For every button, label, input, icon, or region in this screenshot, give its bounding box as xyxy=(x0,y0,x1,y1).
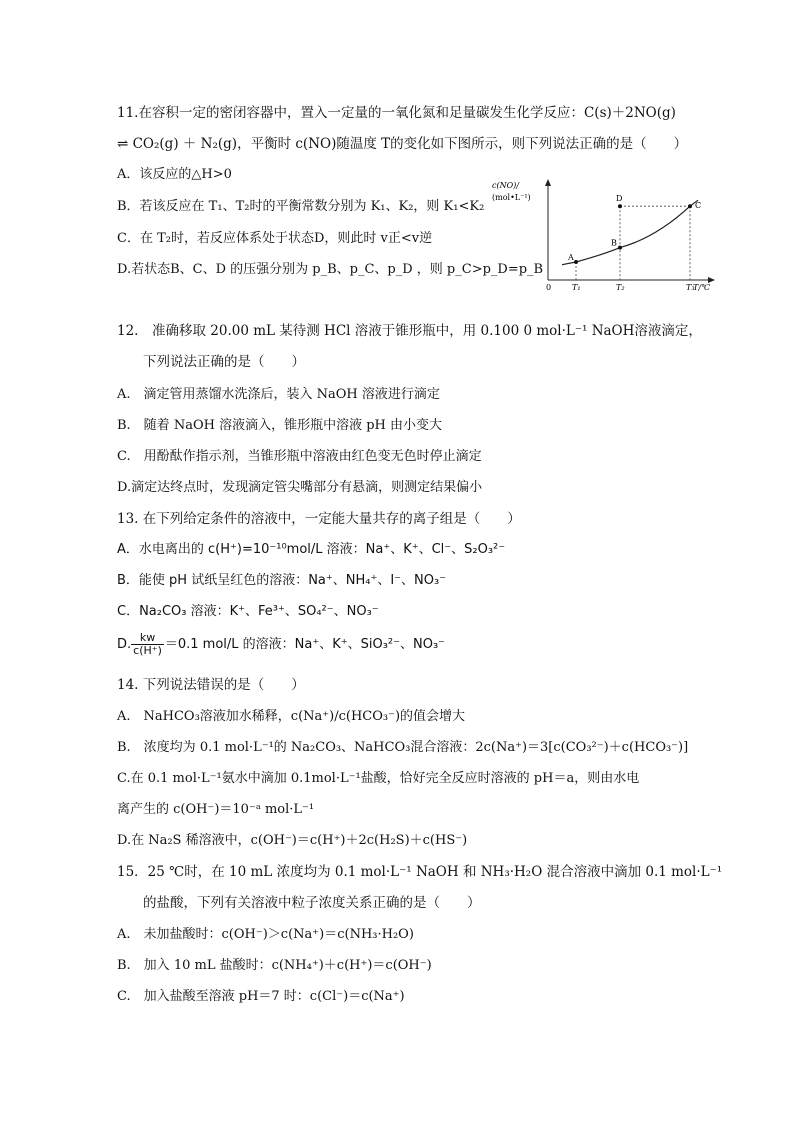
q14-option-a: A. NaHCO₃溶液加水稀释，c(Na⁺)/c(HCO₃⁻)的值会增大 xyxy=(117,709,466,724)
q13-option-a: A．水电离出的 c(H⁺)=10⁻¹⁰mol/L 溶液：Na⁺、K⁺、Cl⁻、S₂O₃²⁻ xyxy=(117,542,506,557)
q13-option-b: B．能使 pH 试纸呈红色的溶液：Na⁺、NH₄⁺、I⁻、NO₃⁻ xyxy=(117,573,447,588)
q14-option-b: B. 浓度均为 0.1 mol·L⁻¹的 Na₂CO₃、NaHCO₃混合溶液：2c(Na⁺)＝3[c(CO₃²⁻)＋c(HCO₃⁻)] xyxy=(117,740,689,755)
x-tick-label: T₁ xyxy=(572,283,581,292)
q13-option-d-rest: ＝0.1 mol/L 的溶液：Na⁺、K⁺、SiO₃²⁻、NO₃⁻ xyxy=(164,637,446,652)
fraction-numerator: kw xyxy=(131,632,164,645)
kw-fraction xyxy=(131,632,164,657)
q12-option-a: A. 滴定管用蒸馏水洗涤后，装入 NaOH 溶液进行滴定 xyxy=(117,387,440,402)
series-curve xyxy=(562,200,698,265)
x-tick-label: T₃ xyxy=(686,283,695,292)
q11-option-b: B．若该反应在 T₁、T₂时的平衡常数分别为 K₁、K₂，则 K₁<K₂ xyxy=(117,199,485,214)
q14-option-c-line2: 离产生的 c(OH⁻)＝10⁻ᵃ mol·L⁻¹ xyxy=(117,802,315,817)
q15-stem-line2: 的盐酸，下列有关溶液中粒子浓度关系正确的是（ ） xyxy=(143,895,481,911)
q11-option-a: A．该反应的△H>0 xyxy=(117,167,232,182)
q15-stem-line1: 15．25 ℃时，在 10 mL 浓度均为 0.1 mol·L⁻¹ NaOH 和 NH₃·H₂O 混合溶液中滴加 0.1 mol·L⁻¹ xyxy=(117,864,723,880)
q11-stem-line1: 11.在容积一定的密闭容器中，置入一定量的一氧化氮和足量碳发生化学反应：C(s)＋2NO(g) xyxy=(117,105,676,121)
q13-stem: 13. 在下列给定条件的溶液中，一定能大量共存的离子组是（ ） xyxy=(117,511,521,527)
y-axis-label xyxy=(492,181,531,202)
q11-stem-line2: ⇌ CO₂(g) ＋ N₂(g)，平衡时 c(NO)随温度 T的变化如下图所示，则下列说法正确的是（ ） xyxy=(117,136,688,152)
y-axis-arrow xyxy=(545,179,551,186)
q13-option-d-prefix: D. xyxy=(117,637,132,652)
q12-stem-line1: 12. 准确移取 20.00 mL 某待测 HCl 溶液于锥形瓶中，用 0.100 0 mol·L⁻¹ NaOH溶液滴定， xyxy=(117,323,702,339)
origin-label: 0 xyxy=(546,283,552,292)
q13-option-c: C．Na₂CO₃ 溶液：K⁺、Fe³⁺、SO₄²⁻、NO₃⁻ xyxy=(117,604,379,619)
data-points xyxy=(567,194,701,264)
q11-option-d: D.若状态B、C、D 的压强分别为 p_B、p_C、p_D ，则 p_C>p_D=p_B xyxy=(117,262,544,277)
point-label-b: B xyxy=(611,238,617,248)
x-axis-label: T/℃ xyxy=(693,283,710,292)
y-axis-label-line1: c(NO)/ xyxy=(492,181,519,190)
q14-stem: 14. 下列说法错误的是（ ） xyxy=(117,677,305,693)
q14-option-d: D.在 Na₂S 稀溶液中，c(OH⁻)＝c(H⁺)＋2c(H₂S)＋c(HS⁻) xyxy=(117,833,468,848)
data-point-c xyxy=(688,204,692,208)
point-label-a: A xyxy=(568,253,574,262)
q12-option-c: C. 用酚酞作指示剂，当锥形瓶中溶液由红色变无色时停止滴定 xyxy=(117,449,482,464)
x-tick-label: T₂ xyxy=(616,283,625,292)
q15-option-c: C. 加入盐酸至溶液 pH＝7 时：c(Cl⁻)＝c(Na⁺) xyxy=(117,989,405,1004)
q15-option-a: A. 未加盐酸时：c(OH⁻)＞c(Na⁺)＝c(NH₃·H₂O) xyxy=(117,927,414,942)
cno-temperature-chart xyxy=(488,176,720,294)
data-point-b xyxy=(618,246,622,250)
point-label-d: D xyxy=(616,194,623,204)
data-point-d xyxy=(618,204,622,208)
data-point-a xyxy=(574,260,578,264)
point-label-c: C xyxy=(695,201,702,211)
q11-option-c: C．在 T₂时，若反应体系处于状态D，则此时 v正<v逆 xyxy=(117,231,433,246)
x-tick-labels xyxy=(572,283,695,292)
q12-option-d: D.滴定达终点时，发现滴定管尖嘴部分有悬滴，则测定结果偏小 xyxy=(117,480,483,495)
q13-option-d xyxy=(117,632,445,657)
fraction-denominator: c(H⁺) xyxy=(133,644,162,657)
q12-stem-line2: 下列说法正确的是（ ） xyxy=(143,354,305,370)
y-axis-label-line2: (mol•L⁻¹) xyxy=(492,193,531,202)
q14-option-c-line1: C.在 0.1 mol·L⁻¹氨水中滴加 0.1mol·L⁻¹盐酸，恰好完全反应时溶液的 pH＝a，则由水电 xyxy=(117,771,640,786)
q12-option-b: B. 随着 NaOH 溶液滴入，锥形瓶中溶液 pH 由小变大 xyxy=(117,418,442,433)
q15-option-b: B. 加入 10 mL 盐酸时：c(NH₄⁺)＋c(H⁺)＝c(OH⁻) xyxy=(117,958,432,973)
